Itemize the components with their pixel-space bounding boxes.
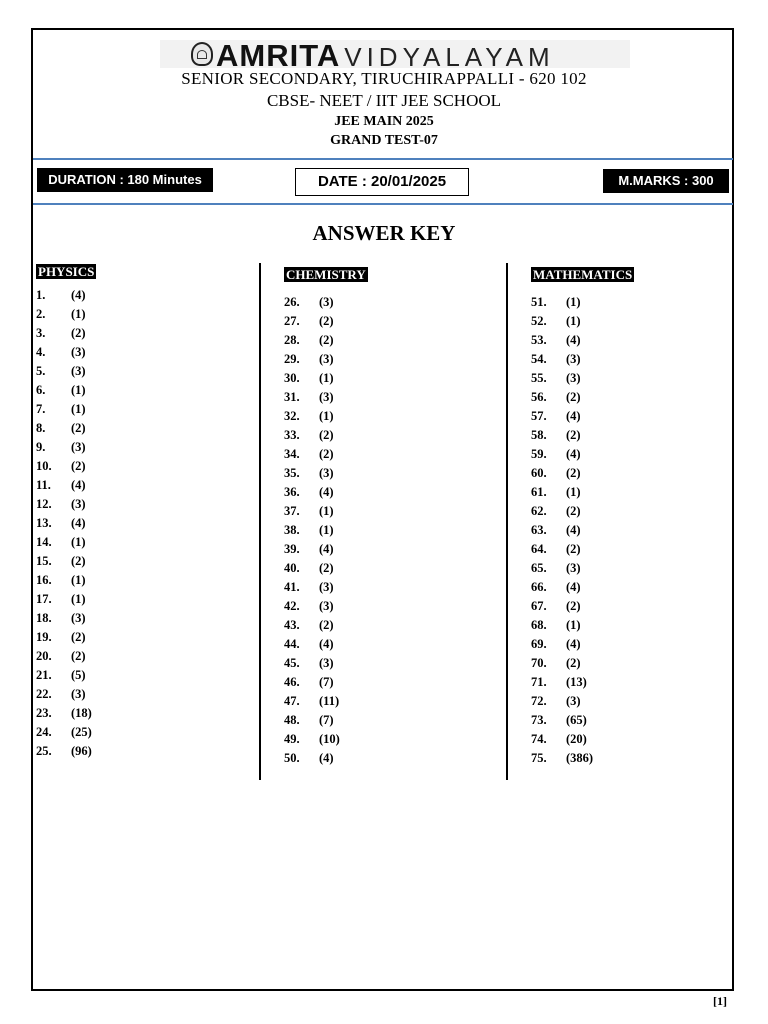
question-number: 7. [36,402,46,416]
page-title: ANSWER KEY [312,221,456,245]
answer-option: (7) [319,713,334,727]
answer-option: (25) [71,725,92,739]
answer-row [36,744,96,763]
answer-row [36,440,96,459]
answer-row [36,535,96,554]
answer-option: (4) [566,447,581,461]
question-number: 65. [531,561,547,575]
answer-row [284,637,368,656]
answer-option: (1) [71,402,86,416]
answer-row [36,345,96,364]
answer-option: (4) [319,542,334,556]
question-number: 20. [36,649,52,663]
answer-row [36,497,96,516]
question-number: 16. [36,573,52,587]
answer-row [36,630,96,649]
answer-option: (2) [566,504,581,518]
column-divider [506,263,508,780]
question-number: 69. [531,637,547,651]
question-number: 5. [36,364,46,378]
answer-option: (1) [71,535,86,549]
answer-row [36,706,96,725]
question-number: 42. [284,599,300,613]
question-number: 39. [284,542,300,556]
answer-row [531,409,634,428]
answer-option: (386) [566,751,594,765]
answer-option: (20) [566,732,587,746]
question-number: 25. [36,744,52,758]
question-number: 67. [531,599,547,613]
answer-row [531,618,634,637]
answer-option: (1) [71,307,86,321]
answer-option: (4) [71,516,86,530]
answer-row [284,561,368,580]
question-number: 66. [531,580,547,594]
question-number: 57. [531,409,547,423]
answer-option: (2) [319,447,334,461]
answer-row [36,592,96,611]
max-marks-badge: M.MARKS : 300 [603,169,729,193]
answer-option: (1) [566,314,581,328]
answer-row [36,364,96,383]
answer-option: (4) [319,751,334,765]
question-number: 15. [36,554,52,568]
answer-option: (3) [71,611,86,625]
answer-row [531,523,634,542]
header-divider-bottom [33,203,733,205]
answer-row [531,314,634,333]
answer-option: (2) [319,333,334,347]
answer-option: (4) [71,288,86,302]
answer-option: (11) [319,694,340,708]
school-emblem-icon [191,42,213,66]
answer-option: (1) [319,504,334,518]
question-number: 72. [531,694,547,708]
answer-option: (3) [566,371,581,385]
answer-row [284,466,368,485]
question-number: 35. [284,466,300,480]
question-number: 19. [36,630,52,644]
answer-row [36,478,96,497]
question-number: 28. [284,333,300,347]
question-number: 24. [36,725,52,739]
question-number: 26. [284,295,300,309]
answer-option: (4) [566,409,581,423]
answer-option: (3) [71,497,86,511]
question-number: 23. [36,706,52,720]
question-number: 58. [531,428,547,442]
question-number: 27. [284,314,300,328]
question-number: 68. [531,618,547,632]
answer-option: (2) [566,656,581,670]
question-number: 31. [284,390,300,404]
answer-option: (3) [319,580,334,594]
question-number: 51. [531,295,547,309]
question-number: 55. [531,371,547,385]
logo-sub-text: VIDYALAYAM [344,42,555,72]
answer-row [284,428,368,447]
date-box: DATE : 20/01/2025 [295,168,469,196]
question-number: 14. [36,535,52,549]
answer-option: (1) [566,618,581,632]
answer-option: (2) [71,326,86,340]
question-number: 46. [284,675,300,689]
answer-option: (96) [71,744,92,758]
school-board: CBSE- NEET / IIT JEE SCHOOL [266,91,502,110]
answer-option: (2) [566,428,581,442]
answer-row [284,504,368,523]
mathematics-answer-list [531,295,634,770]
question-number: 34. [284,447,300,461]
answer-option: (4) [566,333,581,347]
question-number: 48. [284,713,300,727]
question-number: 30. [284,371,300,385]
answer-row [284,485,368,504]
answer-row [531,352,634,371]
answer-row [531,333,634,352]
answer-row [531,561,634,580]
question-number: 40. [284,561,300,575]
answer-row [36,554,96,573]
answer-row [284,732,368,751]
question-number: 22. [36,687,52,701]
question-number: 62. [531,504,547,518]
answer-row [531,751,634,770]
answer-row [531,694,634,713]
question-number: 10. [36,459,52,473]
answer-row [531,675,634,694]
answer-row [531,542,634,561]
answer-row [36,725,96,744]
duration-badge: DURATION : 180 Minutes [37,168,213,192]
answer-option: (4) [319,637,334,651]
answer-row [531,295,634,314]
physics-column [36,263,96,763]
question-number: 49. [284,732,300,746]
answer-row [531,713,634,732]
answer-option: (7) [319,675,334,689]
question-number: 1. [36,288,46,302]
answer-option: (1) [71,573,86,587]
answer-row [36,649,96,668]
answer-option: (2) [71,554,86,568]
answer-row [36,611,96,630]
answer-option: (4) [566,523,581,537]
answer-row [36,326,96,345]
question-number: 29. [284,352,300,366]
answer-row [284,599,368,618]
logo-main-text: AMRITA [216,38,341,73]
answer-option: (3) [319,656,334,670]
answer-row [284,390,368,409]
answer-option: (1) [319,371,334,385]
answer-row [36,573,96,592]
answer-option: (3) [566,352,581,366]
answer-row [36,516,96,535]
answer-row [284,352,368,371]
answer-option: (1) [566,485,581,499]
question-number: 43. [284,618,300,632]
question-number: 53. [531,333,547,347]
question-number: 75. [531,751,547,765]
question-number: 73. [531,713,547,727]
question-number: 41. [284,580,300,594]
answer-row [284,523,368,542]
answer-row [36,402,96,421]
answer-row [531,390,634,409]
answer-option: (4) [319,485,334,499]
question-number: 21. [36,668,52,682]
answer-option: (2) [319,561,334,575]
answer-option: (3) [71,440,86,454]
answer-option: (3) [71,364,86,378]
mathematics-column [531,266,634,770]
answer-row [36,421,96,440]
answer-option: (2) [71,630,86,644]
answer-option: (1) [566,295,581,309]
question-number: 56. [531,390,547,404]
question-number: 12. [36,497,52,511]
question-number: 61. [531,485,547,499]
question-number: 17. [36,592,52,606]
answer-option: (3) [319,352,334,366]
exam-name: JEE MAIN 2025 [334,114,434,129]
answer-row [284,675,368,694]
header-divider-top [33,158,733,160]
question-number: 45. [284,656,300,670]
answer-row [284,694,368,713]
answer-row [284,447,368,466]
answer-option: (1) [71,592,86,606]
answer-row [284,751,368,770]
answer-option: (2) [566,542,581,556]
question-number: 70. [531,656,547,670]
question-number: 63. [531,523,547,537]
answer-option: (2) [319,618,334,632]
test-name: GRAND TEST-07 [330,133,438,148]
question-number: 50. [284,751,300,765]
question-number: 32. [284,409,300,423]
answer-row [284,656,368,675]
answer-option: (4) [566,637,581,651]
answer-row [531,580,634,599]
answer-row [36,383,96,402]
answer-option: (65) [566,713,587,727]
answer-row [531,732,634,751]
answer-option: (2) [566,466,581,480]
question-number: 3. [36,326,46,340]
physics-heading: PHYSICS [38,264,95,279]
answer-row [284,333,368,352]
chemistry-heading: CHEMISTRY [286,267,366,282]
answer-option: (3) [319,599,334,613]
answer-option: (18) [71,706,92,720]
answer-row [531,599,634,618]
answer-row [36,288,96,307]
question-number: 44. [284,637,300,651]
answer-row [36,668,96,687]
answer-option: (2) [319,428,334,442]
answer-row [531,428,634,447]
chemistry-answer-list [284,295,368,770]
question-number: 64. [531,542,547,556]
answer-row [284,371,368,390]
question-number: 9. [36,440,46,454]
answer-option: (2) [566,390,581,404]
question-number: 54. [531,352,547,366]
answer-row [284,618,368,637]
answer-row [531,447,634,466]
question-number: 4. [36,345,46,359]
answer-option: (4) [566,580,581,594]
answer-row [531,504,634,523]
question-number: 38. [284,523,300,537]
question-number: 74. [531,732,547,746]
answer-option: (3) [71,345,86,359]
question-number: 13. [36,516,52,530]
physics-answer-list [36,288,96,763]
answer-option: (3) [71,687,86,701]
column-divider [259,263,261,780]
answer-option: (3) [566,561,581,575]
answer-option: (3) [566,694,581,708]
question-number: 36. [284,485,300,499]
question-number: 8. [36,421,46,435]
page-number: [1] [713,994,727,1008]
answer-row [531,485,634,504]
question-number: 52. [531,314,547,328]
answer-option: (2) [566,599,581,613]
answer-option: (13) [566,675,587,689]
mathematics-heading: MATHEMATICS [533,267,633,282]
question-number: 18. [36,611,52,625]
answer-option: (2) [71,649,86,663]
question-number: 11. [36,478,51,492]
question-number: 6. [36,383,46,397]
answer-option: (3) [319,466,334,480]
answer-option: (2) [71,459,86,473]
answer-row [531,637,634,656]
answer-row [284,542,368,561]
answer-row [284,713,368,732]
question-number: 71. [531,675,547,689]
answer-row [531,371,634,390]
answer-option: (3) [319,390,334,404]
answer-row [36,459,96,478]
answer-option: (5) [71,668,86,682]
answer-row [36,307,96,326]
question-number: 2. [36,307,46,321]
question-number: 59. [531,447,547,461]
answer-option: (4) [71,478,86,492]
answer-option: (1) [319,523,334,537]
question-number: 37. [284,504,300,518]
answer-option: (2) [319,314,334,328]
answer-option: (10) [319,732,340,746]
question-number: 60. [531,466,547,480]
answer-row [36,687,96,706]
question-number: 33. [284,428,300,442]
answer-row [284,314,368,333]
question-number: 47. [284,694,300,708]
answer-row [531,466,634,485]
answer-row [531,656,634,675]
school-address: SENIOR SECONDARY, TIRUCHIRAPPALLI - 620 102 [181,69,587,88]
answer-option: (1) [71,383,86,397]
answer-row [284,580,368,599]
answer-option: (1) [319,409,334,423]
chemistry-column [284,266,368,770]
answer-row [284,409,368,428]
answer-option: (3) [319,295,334,309]
answer-row [284,295,368,314]
answer-option: (2) [71,421,86,435]
